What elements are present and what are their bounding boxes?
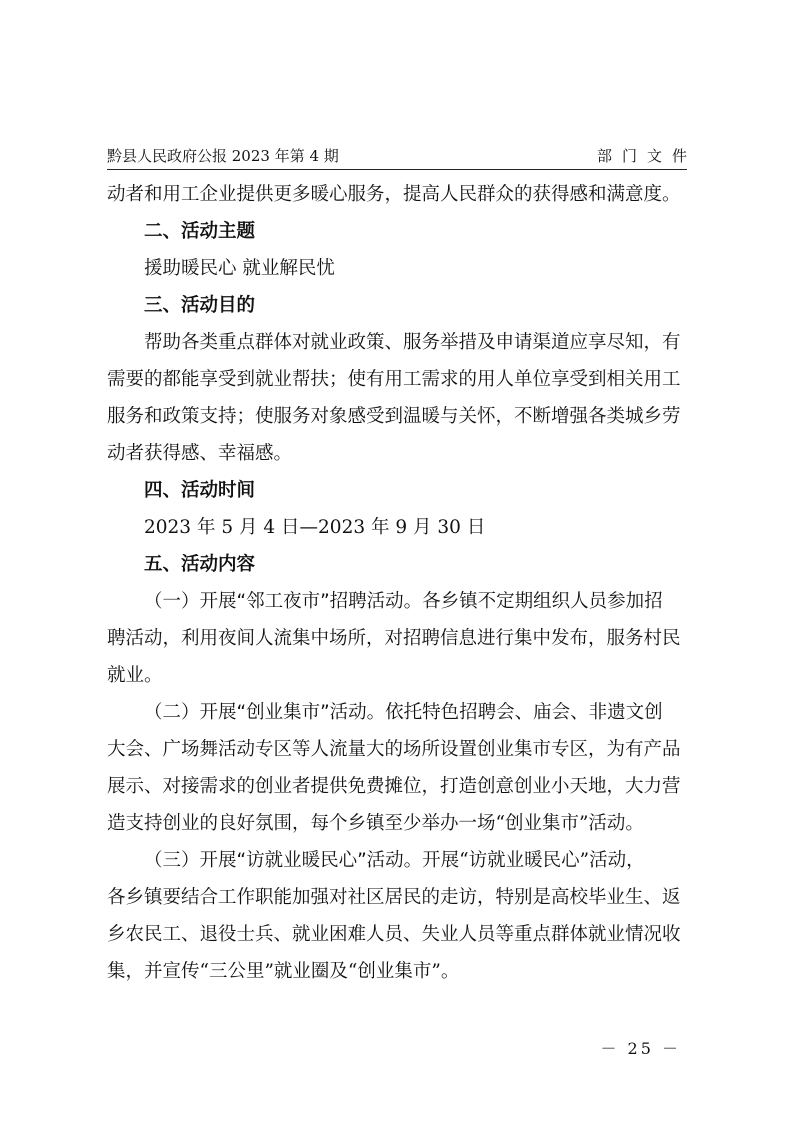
page-header — [107, 141, 697, 171]
paragraph-line: 乡农民工、退役士兵、就业困难人员、失业人员等重点群体就业情况收 — [107, 924, 681, 945]
item-text: 依托特色招聘会、庙会、非遗文创 — [385, 702, 663, 723]
paragraph-line: 集，并宣传“三公里”就业圈及“创业集市”。 — [107, 961, 460, 982]
paragraph-line: 需要的都能享受到就业帮扶；使有用工需求的用人单位享受到相关用工 — [107, 369, 681, 390]
paragraph-line: 造支持创业的良好氛围，每个乡镇至少举办一场“创业集市”活动。 — [107, 813, 644, 834]
bulletin-title: 黔县人民政府公报 2023 年第 4 期 — [107, 147, 339, 165]
paragraph-line — [107, 694, 691, 731]
paragraph-line — [107, 583, 691, 620]
paragraph-line — [107, 842, 691, 879]
document-body — [107, 176, 691, 990]
paragraph-line: 展示、对接需求的创业者提供免费摊位，打造创意创业小天地，大力营 — [107, 776, 681, 797]
theme-text: 援助暖民心 就业解民忧 — [144, 258, 335, 279]
paragraph-line: 帮助各类重点群体对就业政策、服务举措及申请渠道应享尽知，有 — [144, 332, 681, 353]
paragraph-line: 各乡镇要结合工作职能加强对社区居民的走访，特别是高校毕业生、返 — [107, 887, 681, 908]
item-title: （二）开展“创业集市”活动。 — [144, 702, 386, 723]
paragraph-line: 就业。 — [107, 665, 163, 686]
section-label: 部门文件 — [596, 147, 697, 165]
section-heading-theme: 二、活动主题 — [144, 221, 256, 242]
item-title: （一）开展“邻工夜市”招聘活动。 — [144, 591, 423, 612]
paragraph-line: 聘活动，利用夜间人流集中场所，对招聘信息进行集中发布，服务村民 — [107, 628, 681, 649]
paragraph-line: 大会、广场舞活动专区等人流量大的场所设置创业集市专区，为有产品 — [107, 739, 681, 760]
section-heading-purpose: 三、活动目的 — [144, 295, 256, 316]
header-rule — [107, 169, 687, 170]
page-number: － 25 － — [600, 1039, 681, 1058]
section-heading-time: 四、活动时间 — [144, 480, 256, 501]
paragraph-line: 动者和用工企业提供更多暖心服务，提高人民群众的获得感和满意度。 — [107, 184, 681, 205]
item-text: 开展“访就业暖民心”活动， — [422, 850, 645, 871]
paragraph-line: 服务和政策支持；使服务对象感受到温暖与关怀，不断增强各类城乡劳 — [107, 406, 681, 427]
paragraph-line: 动者获得感、幸福感。 — [107, 443, 293, 464]
section-heading-content: 五、活动内容 — [144, 554, 256, 575]
time-text: 2023 年 5 月 4 日—2023 年 9 月 30 日 — [144, 517, 486, 538]
item-title: （三）开展“访就业暖民心”活动。 — [144, 850, 423, 871]
item-text: 各乡镇不定期组织人员参加招 — [422, 591, 663, 612]
